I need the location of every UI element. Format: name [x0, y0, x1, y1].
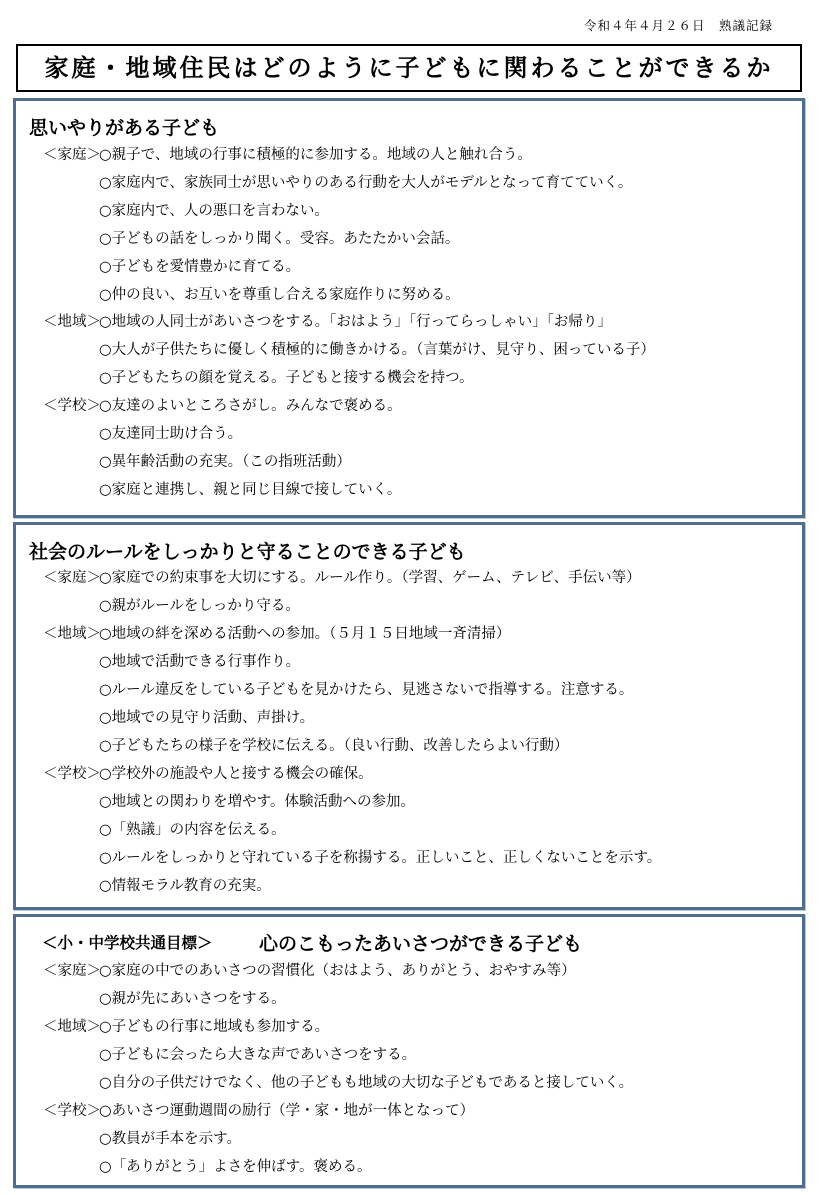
list-item: ○大人が子供たちに優しく積極的に働きかける。（言葉がけ、見守り、困っている子）	[99, 342, 655, 359]
list-item: ○地域の絆を深める活動への参加。（５月１５日地域一斉清掃）	[99, 626, 511, 642]
category-label-household: ＜家庭＞	[43, 963, 101, 979]
list-item: ○地域との関わりを増やす。体験活動への参加。	[99, 794, 415, 810]
list-item: ○子どもに会ったら大きな声であいさつをする。	[99, 1047, 417, 1063]
list-item: ○親子で、地域の行事に積極的に参加する。地域の人と触れ合う。	[99, 147, 532, 163]
category-label-community: ＜地域＞	[43, 314, 101, 331]
list-item: ○学校外の施設や人と接する機会の確保。	[99, 766, 373, 782]
section-subtitle: ＜小・中学校共通目標＞	[42, 934, 213, 952]
list-item: ○子どもの話をしっかり聞く。受容。あたたかい会話。	[99, 230, 460, 247]
category-label-household: ＜家庭＞	[43, 147, 101, 163]
category-label-community: ＜地域＞	[43, 626, 101, 642]
section-compassion	[13, 98, 805, 518]
list-item: ○親が先にあいさつをする。	[99, 991, 286, 1007]
list-item: ○友達のよいところさがし。みんなで褒める。	[99, 398, 402, 415]
list-item: ○異年齢活動の充実。（この指班活動）	[99, 453, 351, 470]
category-label-school: ＜学校＞	[43, 398, 101, 415]
list-item: ○子どもたちの様子を学校に伝える。（良い行動、改善したらよい行動）	[99, 738, 569, 754]
list-item: ○地域での見守り活動、声掛け。	[99, 710, 315, 726]
list-item: ○自分の子供だけでなく、他の子どもも地域の大切な子どもであると接していく。	[99, 1075, 634, 1091]
list-item: ○家庭内で、人の悪口を言わない。	[99, 202, 329, 219]
list-item: ○家庭の中でのあいさつの習慣化（おはよう、ありがとう、おやすみ等）	[99, 963, 576, 979]
list-item: ○あいさつ運動週間の励行（学・家・地が一体となって）	[99, 1103, 475, 1119]
section-social-rules	[13, 522, 805, 910]
list-item: ○「熟議」の内容を伝える。	[99, 822, 286, 838]
list-item: ○地域で活動できる行事作り。	[99, 654, 301, 670]
section-title: 思いやりがある子ども	[29, 117, 220, 139]
category-label-community: ＜地域＞	[43, 1019, 101, 1035]
page-title: 家庭・地域住民はどのように子どもに関わることができるか	[16, 44, 802, 92]
list-item: ○情報モラル教育の充実。	[99, 878, 271, 894]
list-item: ○親がルールをしっかり守る。	[99, 598, 300, 614]
list-item: ○子どもを愛情豊かに育てる。	[99, 258, 301, 275]
list-item: ○ルール違反をしている子どもを見かけたら、見逃さないで指導する。注意する。	[99, 682, 634, 698]
section-title: 社会のルールをしっかりと守ることのできる子ども	[29, 541, 466, 563]
section-title: 心のこもったあいさつができる子ども	[259, 933, 583, 955]
category-label-school: ＜学校＞	[43, 1103, 101, 1119]
list-item: ○仲の良い、お互いを尊重し合える家庭作りに努める。	[99, 286, 460, 303]
list-item: ○家庭内で、家族同士が思いやりのある行動を大人がモデルとなって育てていく。	[99, 174, 633, 191]
list-item: ○家庭での約束事を大切にする。ルール作り。（学習、ゲーム、テレビ、手伝い等）	[99, 570, 641, 586]
list-item: ○子どもの行事に地域も参加する。	[99, 1019, 330, 1035]
list-item: ○地域の人同士があいさつをする。「おはよう」「行ってらっしゃい」「お帰り」	[99, 314, 612, 331]
category-label-household: ＜家庭＞	[43, 570, 101, 586]
list-item: ○友達同士助け合う。	[99, 426, 243, 442]
list-item: ○ルールをしっかりと守れている子を称揚する。正しいこと、正しくないことを示す。	[99, 850, 662, 866]
list-item: ○「ありがとう」よさを伸ばす。褒める。	[99, 1159, 372, 1175]
list-item: ○子どもたちの顔を覚える。子どもと接する機会を持つ。	[99, 370, 474, 387]
record-date: 令和４年４月２６日 熟議記録	[583, 18, 773, 33]
category-label-school: ＜学校＞	[43, 766, 101, 782]
section-greetings	[13, 914, 805, 1188]
list-item: ○教員が手本を示す。	[99, 1131, 241, 1147]
list-item: ○家庭と連携し、親と同じ目線で接していく。	[99, 481, 402, 498]
